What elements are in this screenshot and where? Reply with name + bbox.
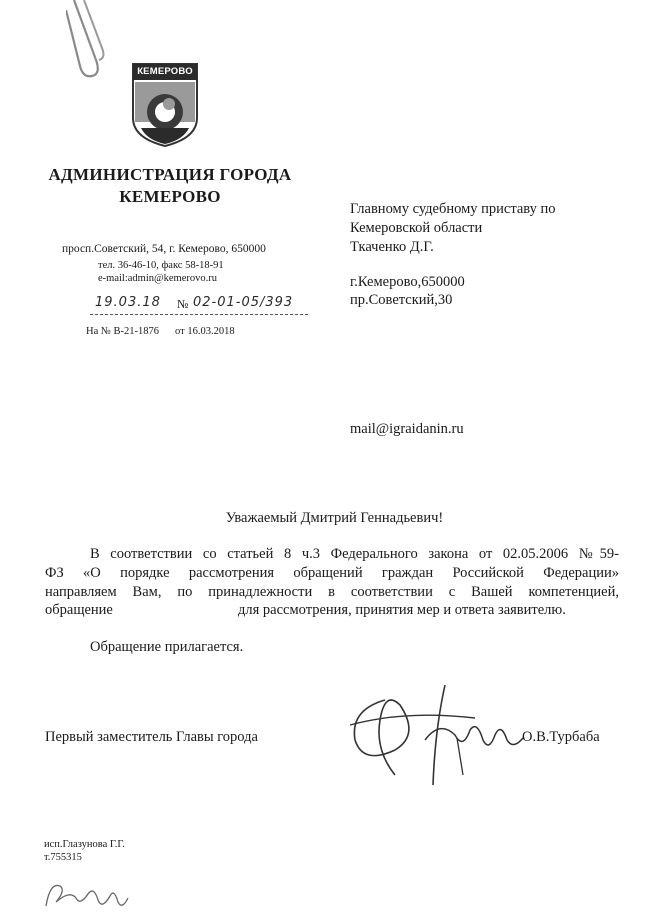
salutation: Уважаемый Дмитрий Геннадьевич! <box>225 510 444 526</box>
org-phone: тел. 36-46-10, факс 58-18-91 <box>98 260 224 271</box>
recipient-city: г.Кемерово,650000 <box>350 274 465 290</box>
recipient-line2: Кемеровской области <box>350 220 483 236</box>
number-handwritten: 02-01-05/393 <box>193 295 294 310</box>
signatory-position: Первый заместитель Главы города <box>45 729 258 745</box>
signatory-name: О.В.Турбаба <box>522 729 600 745</box>
reference-number: На № В-21-1876 <box>86 326 160 337</box>
recipient-street: пр.Советский,30 <box>350 292 453 308</box>
initials-scribble-icon <box>42 876 132 914</box>
org-name-line2: КЕМЕРОВО <box>119 187 221 206</box>
paragraph1-line2: ФЗ «О порядке рассмотрения обращений граждан Российской Федерации» <box>45 565 619 581</box>
signature-icon <box>345 680 535 790</box>
date-handwritten: 19.03.18 <box>95 295 161 310</box>
crest-title: КЕМЕРОВО <box>137 66 193 77</box>
paragraph1-line4-end: для рассмотрения, принятия мер и ответа заявителю. <box>238 602 566 618</box>
org-address: просп.Советский, 54, г. Кемерово, 650000 <box>62 243 266 255</box>
paragraph1-line3: направляем Вам, по принадлежности в соответствии с Вашей компетенцией, <box>45 584 619 600</box>
org-name-line1: АДМИНИСТРАЦИЯ ГОРОДА <box>48 165 292 184</box>
recipient-line1: Главному судебному приставу по <box>350 201 556 217</box>
paper-clip-icon <box>66 0 126 80</box>
paragraph1-line1: В соответствии со статьей 8 ч.3 Федерального закона от 02.05.2006 №59- <box>90 546 619 562</box>
paragraph2: Обращение прилагается. <box>90 639 244 655</box>
executor-phone: т.755315 <box>44 852 82 863</box>
executor-name: исп.Глазунова Г.Г. <box>44 839 125 850</box>
recipient-email: mail@igraidanin.ru <box>350 421 464 437</box>
org-email: e-mail:admin@kemerovo.ru <box>98 273 218 284</box>
reference-date: от 16.03.2018 <box>175 326 235 337</box>
recipient-line3: Ткаченко Д.Г. <box>350 239 434 255</box>
city-crest-logo <box>131 62 199 148</box>
number-prefix: № <box>177 297 189 311</box>
paragraph1-line4-start: обращение <box>45 602 113 618</box>
